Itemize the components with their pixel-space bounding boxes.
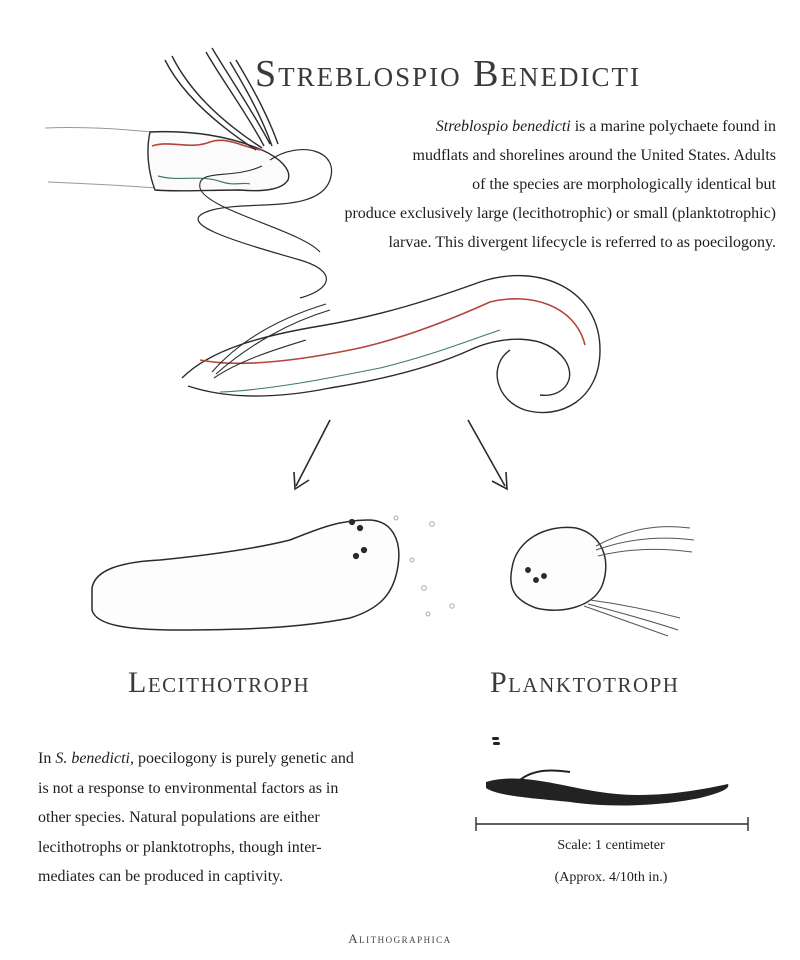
genetics-text: other species. Natural populations are either [38, 809, 320, 826]
scale-silhouettes [486, 737, 728, 805]
species-abbrev: S. benedicti [55, 750, 130, 767]
genetics-line [38, 744, 418, 774]
genetics-line [38, 862, 418, 892]
intro-text: larvae. This divergent lifecycle is referred to as poecilogony. [388, 234, 776, 251]
intro-text: is a marine polychaete found in [570, 118, 776, 135]
intro-line [276, 199, 776, 228]
planktotroph-label: Planktotroph [490, 666, 680, 699]
brand-footer: Alithographica [348, 931, 452, 946]
scale-bar [476, 817, 748, 831]
intro-paragraph [276, 112, 776, 257]
lecithotroph-larva-illustration [92, 516, 454, 630]
adult-worm-illustration [182, 276, 600, 413]
genetics-text: In [38, 750, 56, 767]
intro-line [276, 112, 776, 141]
genetics-text: is not a response to environmental factors as in [38, 779, 339, 797]
planktotroph-larva-illustration [511, 527, 694, 636]
genetics-line [38, 774, 418, 804]
genetics-text: , poecilogony is purely genetic and [129, 750, 354, 767]
intro-text: of the species are morphologically identical but [472, 176, 776, 193]
intro-line [276, 228, 776, 257]
arrow-to-lecithotroph [294, 420, 330, 489]
genetics-text: mediates can be produced in captivity. [38, 868, 284, 885]
scale-approx: (Approx. 4/10th in.) [554, 870, 668, 885]
genetics-text: lecithotrophs or planktotrophs, though inter- [38, 838, 322, 856]
intro-line [276, 170, 776, 199]
page-title: Streblospio Benedicti [255, 53, 641, 95]
arrow-to-planktotroph [468, 420, 507, 489]
lecithotroph-label: Lecithotroph [128, 666, 311, 699]
genetics-paragraph [38, 744, 418, 892]
intro-line [276, 141, 776, 170]
species-name: Streblospio benedicti [435, 118, 571, 135]
intro-text: mudflats and shorelines around the United States. Adults [412, 147, 776, 164]
genetics-line [38, 803, 418, 833]
genetics-line [38, 833, 418, 863]
intro-text: produce exclusively large (lecithotrophic) or small (planktotrophic) [344, 205, 776, 222]
scale-label: Scale: 1 centimeter [557, 838, 665, 853]
